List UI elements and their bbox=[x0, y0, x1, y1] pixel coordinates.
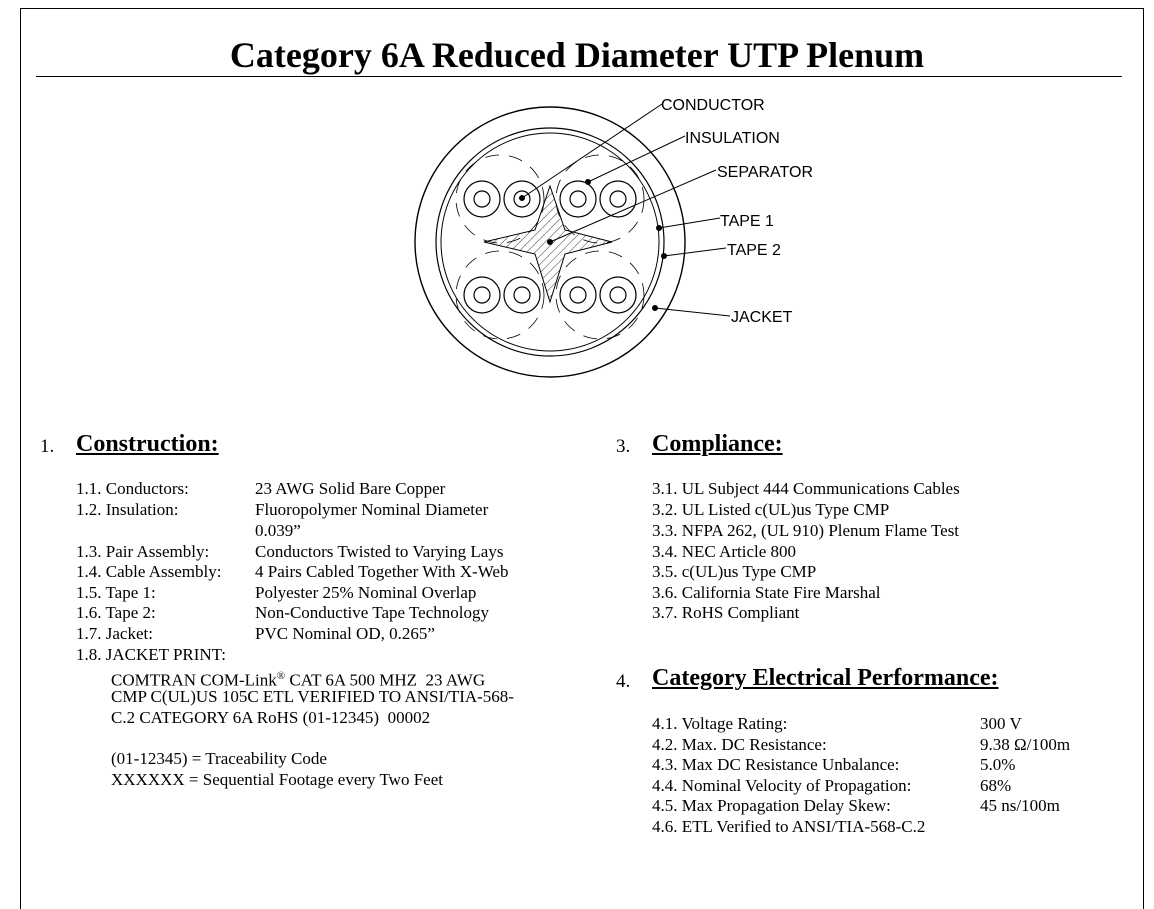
list-item-value: 300 V bbox=[980, 714, 1022, 733]
separator-label: SEPARATOR bbox=[717, 164, 814, 181]
list-item: 3.2. UL Listed c(UL)us Type CMP bbox=[652, 500, 890, 519]
list-item: 1.5. Tape 1: bbox=[76, 583, 156, 602]
conductor-label: CONDUCTOR bbox=[661, 97, 765, 114]
list-item: 1.7. Jacket: bbox=[76, 624, 153, 643]
list-item-value: Fluoropolymer Nominal Diameter bbox=[255, 500, 489, 519]
electrical-section-number: 4. bbox=[616, 671, 631, 692]
compliance-section-number: 3. bbox=[616, 436, 631, 457]
list-item: 3.1. UL Subject 444 Communications Cables bbox=[652, 479, 960, 498]
list-item: 4.5. Max Propagation Delay Skew: bbox=[652, 796, 891, 815]
list-item: 1.2. Insulation: bbox=[76, 500, 179, 519]
list-item: 1.4. Cable Assembly: bbox=[76, 562, 222, 581]
list-item-value: 45 ns/100m bbox=[980, 796, 1060, 815]
list-item: 1.6. Tape 2: bbox=[76, 603, 156, 622]
electrical-section-title: Category Electrical Performance: bbox=[652, 665, 999, 691]
list-item: 3.3. NFPA 262, (UL 910) Plenum Flame Test bbox=[652, 521, 960, 540]
jacket-print-line: CMP C(UL)US 105C ETL VERIFIED TO ANSI/TIA-568- bbox=[111, 687, 514, 706]
list-item: 4.4. Nominal Velocity of Propagation: bbox=[652, 776, 912, 795]
cable-cross-section-diagram bbox=[400, 90, 860, 390]
jacket-label: JACKET bbox=[731, 309, 793, 326]
list-item: 4.6. ETL Verified to ANSI/TIA-568-C.2 bbox=[652, 817, 926, 836]
list-item-value: 9.38 Ω/100m bbox=[980, 735, 1071, 754]
jacket-print-heading: 1.8. JACKET PRINT: bbox=[76, 645, 226, 664]
title-rule bbox=[36, 76, 1122, 77]
construction-section-number: 1. bbox=[40, 436, 55, 457]
list-item-value: 68% bbox=[980, 776, 1012, 795]
jacket-print-line: COMTRAN COM-Link® CAT 6A 500 MHZ 23 AWG bbox=[111, 670, 486, 690]
list-item-value: 5.0% bbox=[980, 755, 1016, 774]
list-item: 4.2. Max. DC Resistance: bbox=[652, 735, 827, 754]
list-item: 4.3. Max DC Resistance Unbalance: bbox=[652, 755, 900, 774]
tape-1-label: TAPE 1 bbox=[720, 213, 774, 230]
compliance-section-title: Compliance: bbox=[652, 431, 783, 457]
list-item-value-continued: 0.039” bbox=[255, 521, 301, 540]
tape-2-label: TAPE 2 bbox=[727, 242, 781, 259]
insulation-label: INSULATION bbox=[685, 130, 780, 147]
list-item: 3.5. c(UL)us Type CMP bbox=[652, 562, 817, 581]
list-item-value: 4 Pairs Cabled Together With X-Web bbox=[255, 562, 509, 581]
list-item-value: Polyester 25% Nominal Overlap bbox=[255, 583, 477, 602]
jacket-print-note: XXXXXX = Sequential Footage every Two Feet bbox=[111, 770, 443, 789]
list-item: 3.6. California State Fire Marshal bbox=[652, 583, 881, 602]
list-item: 3.7. RoHS Compliant bbox=[652, 603, 800, 622]
list-item-value: Conductors Twisted to Varying Lays bbox=[255, 542, 504, 561]
list-item-value: PVC Nominal OD, 0.265” bbox=[255, 624, 435, 643]
list-item: 4.1. Voltage Rating: bbox=[652, 714, 788, 733]
list-item: 3.4. NEC Article 800 bbox=[652, 542, 797, 561]
list-item-value: 23 AWG Solid Bare Copper bbox=[255, 479, 446, 498]
construction-section-title: Construction: bbox=[76, 431, 219, 457]
list-item: 1.3. Pair Assembly: bbox=[76, 542, 210, 561]
list-item: 1.1. Conductors: bbox=[76, 479, 189, 498]
list-item-value: Non-Conductive Tape Technology bbox=[255, 603, 489, 622]
page-title: Category 6A Reduced Diameter UTP Plenum bbox=[229, 35, 925, 75]
jacket-print-note: (01-12345) = Traceability Code bbox=[111, 749, 327, 768]
jacket-print-line: C.2 CATEGORY 6A RoHS (01-12345) 00002 bbox=[111, 708, 431, 727]
